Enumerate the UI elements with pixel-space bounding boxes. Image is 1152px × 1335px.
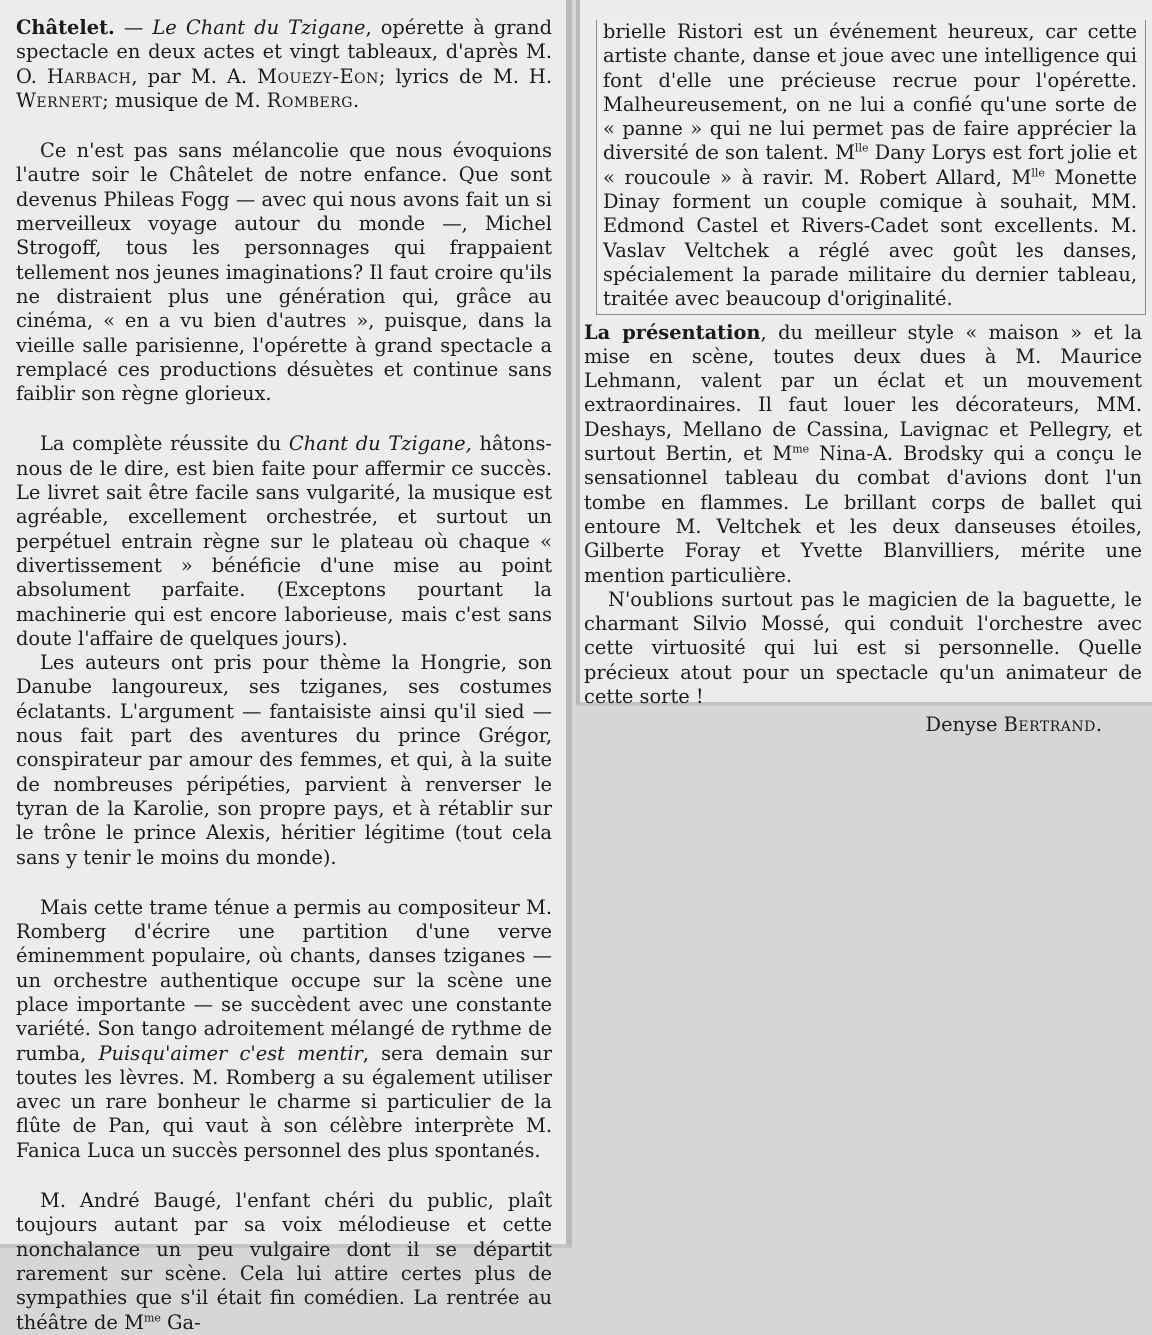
paragraph-conductor: N'oublions surtout pas le magicien de la baguette, le charmant Silvio Mossé, qui conduit l'orchestre avec cette virtuosité qui lui est si personnelle. Quelle précieux atout pour un spectacle qu'un animateur de cette sorte ! (584, 587, 1142, 709)
venue-name: Châtelet. (16, 16, 115, 39)
paragraph-intro: Ce n'est pas sans mélancolie que nous évoquions l'autre soir le Châtelet de notre enfance. Que sont devenus Phileas Fogg — avec qui nous avons fait un si merveilleux voyage autour du monde —, Michel Strogoff, tous les personnages qui frappaient tellement nos jeunes imaginations? Il faut croire qu'ils ne distraient plus une génération qui, grâce au cinéma, « en a vu bien d'autres », puisque, dans la vieille salle parisienne, l'opérette à grand spectacle a remplacé ces productions désuètes et continue sans faiblir son règne glorieux. (16, 139, 552, 406)
paragraph-cast: M. André Baugé, l'enfant chéri du public, plaît toujours autant par sa voix mélodieuse et cette nonchalance un peu vulgaire dont il se départit rarement sur scène. Cela lui attire certes plus de sympathies que s'il était fin comédien. La rentrée au théâtre de $M^{me}$ Ga- (16, 1189, 552, 1334)
left-column-clipping (0, 0, 572, 1334)
paragraph-success: La complète réussite du Chant du Tzigane, hâtons-nous de le dire, est bien faite pour affermir ce succès. Le livret sait être facile sans vulgarité, la musique est agréable, excellement orchestrée, et surtout un perpétuel entrain règne sur le plateau où chaque « divertissement » bénéficie d'une mise au point absolument parfaite. (Exceptons pourtant la machinerie qui est encore laborieuse, mais c'est sans doute l'affaire de quelques jours). (16, 432, 552, 650)
song-title: Puisqu'aimer c'est mentir (98, 1041, 363, 1065)
right-column-bottom-block (580, 315, 1152, 738)
right-column-top-block (596, 20, 1146, 315)
play-title: Le Chant du Tzigane (152, 16, 366, 39)
paragraph-plot: Les auteurs ont pris pour thème la Hongrie, son Danube langoureux, ses tziganes, ses costumes éclatants. L'argument — fantaisiste ainsi qu'il sied — nous fait part des aventures du prince Grégor, conspirateur par amour des femmes, et qui, à la suite de nombreuses péripéties, parvient à renverser le tyran de la Karolie, son propre pays, et à rétablir sur le trône le prince Alexis, héritier légitime (tout cela sans y tenir le moins du monde). (16, 651, 552, 869)
right-column-clipping (576, 0, 1152, 737)
author-signature: Denyse Bertrand. (925, 713, 1102, 737)
paragraph-cast-continued: brielle Ristori est un événement heureux, car cette artiste chante, danse et joue avec une intelligence qui font d'elle une précieuse recrue pour l'opérette. Malheureusement, on ne lui a confié qu'une sorte de « panne » qui ne lui permet pas de faire apprécier la diversité de son talent. $M^{lle}$ Dany Lorys est fort jolie et « roucoule » à ravir. M. Robert Allard, $M^{lle}$ Monette Dinay forment un couple comique à souhait, MM. Edmond Castel et Rivers-Cadet sont excellents. M. Vaslav Veltchek a réglé avec goût les danses, spécialement la parade militaire du dernier tableau, traitée avec beaucoup d'originalité. (603, 20, 1137, 311)
paragraph-staging: La présentation, du meilleur style « maison » et la mise en scène, toutes deux dues à M. Maurice Lehmann, valent par un éclat et un mouvement extraordinaires. Il faut louer les décorateurs, MM. Deshays, Mellano de Cassina, Lavignac et Pellegry, et surtout Bertin, et $M^{me}$ Nina-A. Brodsky qui a conçu le sensationnel tableau du combat d'avions dont l'un tombe en flammes. Le brillant corps de ballet qui entoure M. Veltchek et les deux danseuses étoiles, Gilberte Foray et Yvette Blanvilliers, mérite une mention particulière. (584, 320, 1143, 587)
review-headline: Châtelet. — Le Chant du Tzigane, opérette à grand spectacle en deux actes et vingt tableaux, d'après M. O. Harbach, par M. A. Mouezy-Eon; lyrics de M. H. Wernert; musique de M. Romberg. (16, 16, 553, 112)
paragraph-music: Mais cette trame ténue a permis au compositeur M. Romberg d'écrire une partition d'une verve éminemment populaire, où chants, danses tziganes — un orchestre authentique occupe sur la scène une place importante — se succèdent avec une constante variété. Son tango adroitement mélangé de rythme de rumba, Puisqu'aimer c'est mentir, sera demain sur toutes les lèvres. M. Romberg a su également utiliser avec un rare bonheur le charme si particulier de la flûte de Pan, qui vaut à son célèbre interprète M. Fanica Luca un succès personnel des plus spontanés. (16, 895, 552, 1162)
